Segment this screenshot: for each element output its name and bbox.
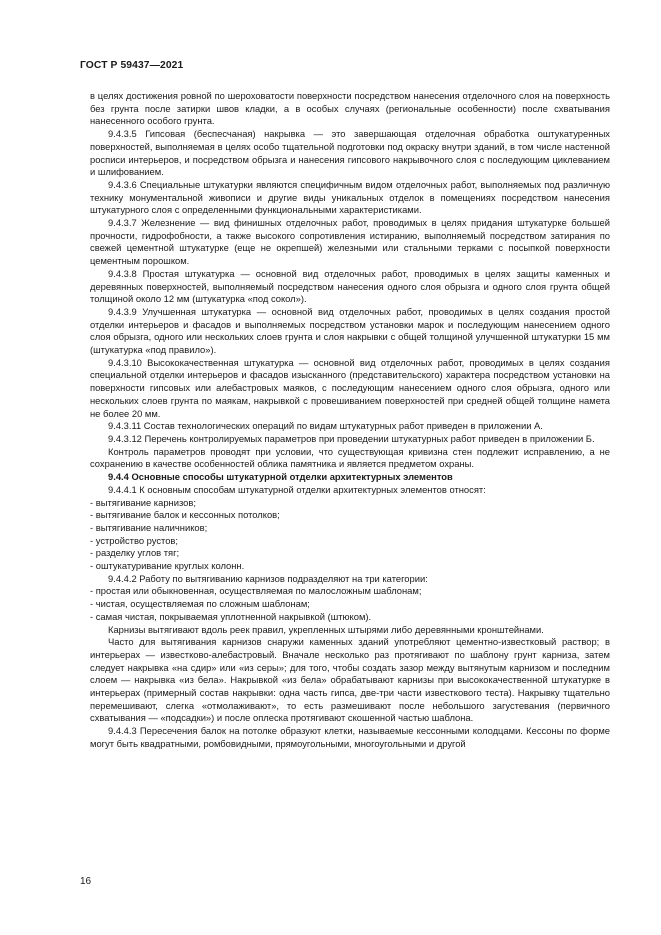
- paragraph-9-4-3-12: 9.4.3.12 Перечень контролируемых параметров при проведении штукатурных работ приведен в приложении Б.: [108, 432, 595, 444]
- paragraph: Часто для вытягивания карнизов снаружи каменных зданий употребляют цементно-известковый раствор; в интерьерах — известково-алебастровый. Вначале несколько раз протягивают по шаблону грунт карниза, затем следует накрывка «на сдир» или «из серы»; для того, чтобы создать зазор между вытянутым карнизом и последним слоем — накрывка «из бела». Накрывкой «из бела» обрабатывают карнизы при высококачественной штукатурке в интерьерах (примерный состав накрывки: одна часть гипса, две-три части известкового теста). Накрывку тщательно перемешивают, слегка «отмолаживают», то есть размешивают после небольшого загустевания (первичного схватывания — «подсадки») и после оплеска протягивают скошенной частью шаблона.: [90, 636, 610, 724]
- document-header: ГОСТ Р 59437—2021: [80, 60, 184, 71]
- list-item: - чистая, осуществляемая по сложным шаблонам;: [90, 598, 610, 611]
- paragraph-9-4-3-6: 9.4.3.6 Специальные штукатурки являются специфичным видом отделочных работ, выполняемых под различную технику монументальной живописи и другие виды уникальных отделок в помещениях посредством нанесения штукатурного слоя с определенными функциональными характеристиками.: [90, 178, 610, 216]
- paragraph-9-4-3-11: 9.4.3.11 Состав технологических операций по видам штукатурных работ приведен в приложении А.: [108, 420, 543, 432]
- paragraph-9-4-3-8: 9.4.3.8 Простая штукатурка — основной вид отделочных работ, проводимых в целях защиты каменных и деревянных поверхностей, выполняемый посредством нанесения одного слоя обрызга и одного слоя грунта общей толщиной около 12 мм (штукатурка «под сокол»).: [90, 267, 610, 305]
- paragraph-9-4-4-1: 9.4.4.1 К основным способам штукатурной отделки архитектурных элементов относят:: [108, 483, 486, 495]
- page-number: 16: [80, 876, 92, 887]
- list-item: - разделку углов тяг;: [90, 547, 610, 560]
- paragraph-9-4-3-7: 9.4.3.7 Железнение — вид финишных отделочных работ, проводимых в целях придания штукатурке большей прочности, гидрофобности, а также высокого сопротивления истиранию, выполняемый посредством затирания по свежей цементной штукатурке (еще не окрепшей) железными или стальными терками с посыпкой поверхности цементным порошком.: [90, 217, 610, 267]
- paragraph-9-4-3-5: 9.4.3.5 Гипсовая (беспесчаная) накрывка — это завершающая отделочная обработка оштукатуренных поверхностей, выполняемая в целях особо тщательной подготовки под окраску внутри зданий, в том числе настенной росписи интерьеров, и посредством обрызга и нанесения гипсового накрывочного слоя с последующим циклеванием и шлифованием.: [90, 128, 610, 178]
- paragraph-9-4-3-9: 9.4.3.9 Улучшенная штукатурка — основной вид отделочных работ, проводимых в целях создания простой отделки интерьеров и фасадов и выполняемых посредством установки марок и последующим нанесением одного слоя обрызга, одного или нескольких слоев грунта и слоя накрывки с общей толщиной улучшенной штукатурки 15 мм (штукатурка «под правило»).: [90, 305, 610, 356]
- paragraph: Карнизы вытягивают вдоль реек правил, укрепленных штырями либо деревянными кронштейнами.: [108, 623, 544, 635]
- document-body: [90, 90, 610, 751]
- list-item: - устройство рустов;: [90, 535, 610, 548]
- paragraph-9-4-4-3: 9.4.4.3 Пересечения балок на потолке образуют клетки, называемые кессонными колодцами. Кессоны по форме могут быть квадратными, ромбовидными, прямоугольными, многоугольными и другой: [90, 725, 610, 749]
- list-item: - вытягивание наличников;: [90, 522, 610, 535]
- paragraph-9-4-3-10: 9.4.3.10 Высококачественная штукатурка — основной вид отделочных работ, проводимых в целях создания специальной отделки интерьеров и фасадов изысканного (представительского) характера посредством установки на поверхности гипсовых или алебастровых маяков, с последующим нанесением одного слоя обрызга, одного или нескольких слоев грунта по маякам, накрывкой с провешиванием поверхностей при средней общей толщине намета не более 20 мм.: [90, 356, 610, 419]
- list-item: - самая чистая, покрываемая уплотненной накрывкой (штюком).: [90, 611, 610, 624]
- list-item: - вытягивание балок и кессонных потолков;: [90, 509, 610, 522]
- section-heading-9-4-4: 9.4.4 Основные способы штукатурной отделки архитектурных элементов: [108, 471, 453, 483]
- paragraph: в целях достижения ровной по шероховатости поверхности посредством нанесения отделочного слоя на поверхность без грунта после затирки швов кладки, а в особых случаях (региональные особенности) после схватывания нанесенного особого грунта.: [90, 90, 610, 127]
- list-item: - вытягивание карнизов;: [90, 497, 610, 510]
- list-item: - простая или обыкновенная, осуществляемая по малосложным шаблонам;: [90, 585, 610, 598]
- categories-list: [90, 585, 610, 623]
- list-item: - оштукатуривание круглых колонн.: [90, 560, 610, 573]
- methods-list: [90, 497, 610, 573]
- paragraph: Контроль параметров проводят при условии, что существующая кривизна стен подлежит исправлению, а не сохранению в качестве особенностей облика памятника и является предметом охраны.: [90, 445, 610, 470]
- paragraph-9-4-4-2: 9.4.4.2 Работу по вытягиванию карнизов подразделяют на три категории:: [108, 572, 428, 584]
